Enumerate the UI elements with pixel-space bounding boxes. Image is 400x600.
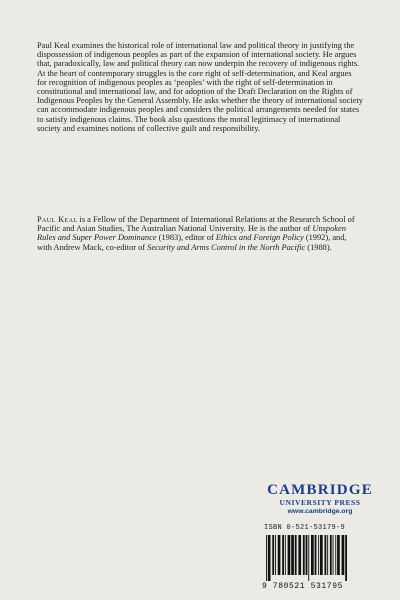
barcode-bar bbox=[303, 535, 305, 575]
barcode-bar bbox=[327, 535, 328, 575]
book-title-2: Ethics and Foreign Policy bbox=[215, 233, 304, 243]
bio-text-2: (1983), editor of bbox=[156, 233, 216, 243]
barcode-bar bbox=[342, 535, 345, 575]
barcode-bar bbox=[306, 535, 308, 575]
book-title-1: Unspoken Rules and Super Power Dominance bbox=[37, 224, 346, 243]
barcode-bar bbox=[266, 535, 267, 581]
author-biography bbox=[37, 215, 363, 252]
barcode-bar bbox=[278, 535, 281, 575]
barcode-bars bbox=[262, 535, 380, 582]
barcode-bar bbox=[285, 535, 286, 575]
barcode-bar bbox=[291, 535, 294, 575]
barcode-bar bbox=[325, 535, 327, 575]
barcode-bar bbox=[345, 535, 347, 581]
book-description: Paul Keal examines the historical role of international law and political theory in justifying the dispossession of indigenous peoples as part of the expansion of international society. He argues that, paradoxically, law and political theory can now underpin the recovery of indigenous rights. At the heart of contemporary struggles is the core right of self-determination, and Keal argues for recognition of indigenous peoples as ‘peoples’ with the right of self-determination in constitutional and international law, and for adoption of the Draft Declaration on the Rights of Indigenous Peoples by the General Assembly. He asks whether the theory of international society can accommodate indigenous peoples and considers the political arrangements needed for states to satisfy indigenous claims. The book also questions the moral legitimacy of international society and examines notions of collective guilt and responsibility. bbox=[37, 41, 363, 133]
barcode-bar bbox=[330, 535, 332, 575]
barcode-bar bbox=[318, 535, 319, 575]
bio-text-3: (1992), and, with Andrew Mack, co-editor of bbox=[37, 233, 347, 252]
barcode-bar bbox=[275, 535, 276, 575]
barcode-bar bbox=[268, 535, 271, 581]
author-name: Paul Keal bbox=[37, 215, 78, 224]
publisher-subtitle: UNIVERSITY PRESS bbox=[279, 498, 361, 507]
bio-text-4: (1988). bbox=[305, 242, 332, 252]
barcode-bar bbox=[320, 535, 323, 575]
barcode-bar bbox=[311, 535, 314, 575]
barcode-bar bbox=[335, 535, 336, 575]
bio-text-1: is a Fellow of the Department of International Relations at the Research School of Pacific and Asian Studies, The Australian National University. He is the author of bbox=[37, 215, 355, 234]
barcode-bar bbox=[333, 535, 334, 575]
barcode-bar bbox=[315, 535, 317, 575]
barcode-bar bbox=[298, 535, 301, 575]
isbn-label: ISBN 0-521-53179-9 bbox=[264, 524, 346, 532]
publisher-logo bbox=[260, 483, 380, 516]
barcode-bar bbox=[308, 535, 309, 581]
barcode-bar bbox=[295, 535, 297, 575]
barcode-digits: 9 780521 531795 bbox=[262, 582, 344, 591]
barcode-bar bbox=[337, 535, 340, 575]
publisher-url: www.cambridge.org bbox=[287, 508, 353, 515]
barcode-bar bbox=[282, 535, 284, 575]
barcode-bar bbox=[272, 535, 274, 575]
barcode-bar bbox=[288, 535, 291, 575]
publisher-name: CAMBRIDGE bbox=[267, 482, 373, 498]
book-title-3: Security and Arms Control in the North Pacific bbox=[147, 242, 306, 252]
